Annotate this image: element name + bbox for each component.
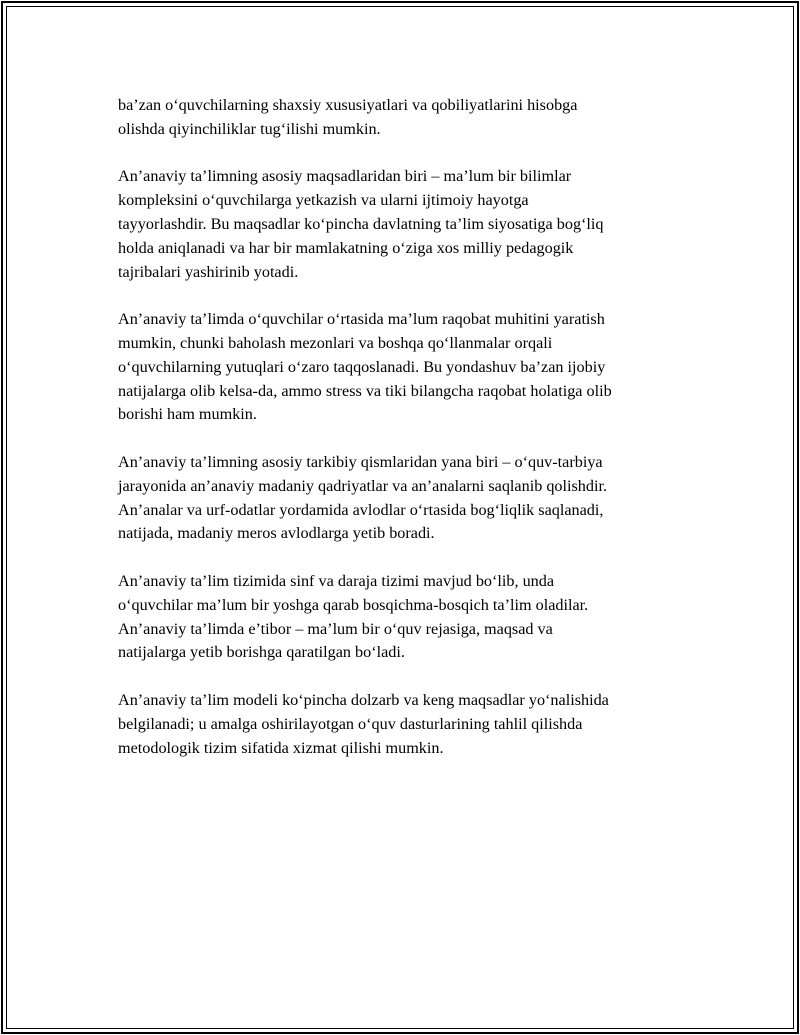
text-line: o‘quvchilar ma’lum bir yoshga qarab bosqichma-bosqich ta’lim oladilar. xyxy=(118,595,589,614)
text-line: o‘quvchilarning yutuqlari o‘zaro taqqoslanadi. Bu yondashuv ba’zan ijobiy xyxy=(118,357,606,376)
text-line: An’anaviy ta’lim tizimida sinf va daraja tizimi mavjud bo‘lib, unda xyxy=(118,571,555,590)
text-line: An’anaviy ta’limda o‘quvchilar o‘rtasida ma’lum raqobat muhitini yaratish xyxy=(118,310,605,329)
paragraph-1 xyxy=(118,94,690,142)
text-line: kompleksini o‘quvchilarga yetkazish va ularni ijtimoiy hayotga xyxy=(118,191,529,210)
text-line: An’anaviy ta’limning asosiy tarkibiy qismlaridan yana biri – o‘quv-tarbiya xyxy=(118,452,603,471)
text-line: natijalarga olib kelsa-da, ammo stress va tiki bilangcha raqobat holatiga olib xyxy=(118,381,612,400)
text-line: olishda qiyinchiliklar tug‘ilishi mumkin. xyxy=(118,119,381,138)
paragraph-5 xyxy=(118,570,690,665)
paragraph-4 xyxy=(118,451,690,546)
text-line: mumkin, chunki baholash mezonlari va boshqa qo‘llanmalar orqali xyxy=(118,333,553,352)
text-line: metodologik tizim sifatida xizmat qilishi mumkin. xyxy=(118,738,444,757)
text-line: natijalarga yetib borishga qaratilgan bo‘ladi. xyxy=(118,643,405,662)
text-line: belgilanadi; u amalga oshirilayotgan o‘quv dasturlarining tahlil qilishda xyxy=(118,714,583,733)
text-line: An’anaviy ta’limda e’tibor – ma’lum bir o‘quv rejasiga, maqsad va xyxy=(118,619,553,638)
text-line: borishi ham mumkin. xyxy=(118,405,257,424)
text-line: jarayonida an’anaviy madaniy qadriyatlar va an’analarni saqlanib qolishdir. xyxy=(118,476,608,495)
text-line: An’anaviy ta’limning asosiy maqsadlaridan biri – ma’lum bir bilimlar xyxy=(118,167,572,186)
text-line: tayyorlashdir. Bu maqsadlar ko‘pincha davlatning ta’lim siyosatiga bog‘liq xyxy=(118,214,604,233)
paragraph-2 xyxy=(118,165,690,284)
paragraph-3 xyxy=(118,308,690,427)
document-body xyxy=(118,94,690,784)
text-line: An’anaviy ta’lim modeli ko‘pincha dolzarb va keng maqsadlar yo‘nalishida xyxy=(118,690,609,709)
text-line: An’analar va urf-odatlar yordamida avlodlar o‘rtasida bog‘liqlik saqlanadi, xyxy=(118,500,604,519)
paragraph-6 xyxy=(118,689,690,760)
text-line: holda aniqlanadi va har bir mamlakatning o‘ziga xos milliy pedagogik xyxy=(118,238,574,257)
text-line: tajribalari yashirinib yotadi. xyxy=(118,262,299,281)
text-line: ba’zan o‘quvchilarning shaxsiy xususiyatlari va qobiliyatlarini hisobga xyxy=(118,96,578,114)
text-line: natijada, madaniy meros avlodlarga yetib boradi. xyxy=(118,524,435,543)
